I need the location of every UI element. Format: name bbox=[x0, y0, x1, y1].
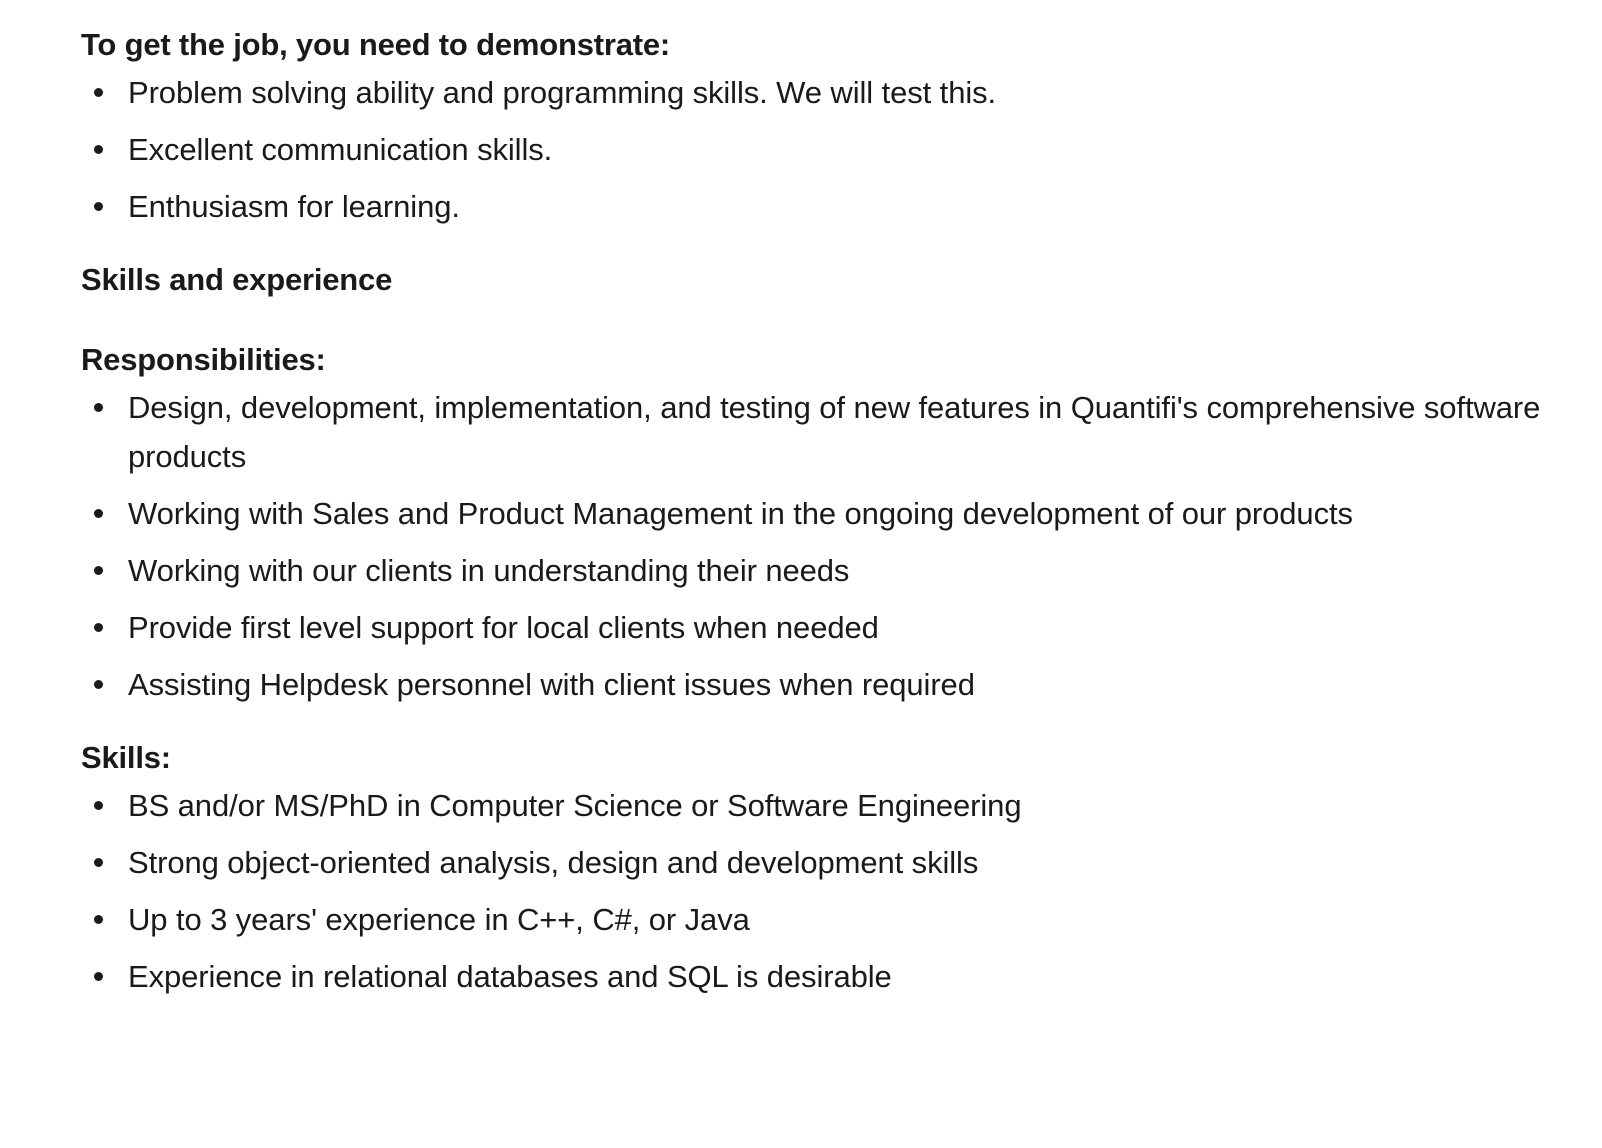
skills-list bbox=[81, 781, 1542, 1001]
list-item: Provide first level support for local clients when needed bbox=[81, 603, 1542, 652]
list-item: Working with Sales and Product Management in the ongoing development of our products bbox=[81, 489, 1542, 538]
list-item: Design, development, implementation, and testing of new features in Quantifi's comprehensive software products bbox=[81, 383, 1542, 481]
list-item: Experience in relational databases and SQL is desirable bbox=[81, 952, 1542, 1001]
list-item: BS and/or MS/PhD in Computer Science or Software Engineering bbox=[81, 781, 1542, 830]
responsibilities-list bbox=[81, 383, 1542, 709]
skills-and-experience-heading: Skills and experience bbox=[81, 262, 393, 297]
list-item: Problem solving ability and programming skills. We will test this. bbox=[81, 68, 1542, 117]
demonstrate-list bbox=[81, 68, 1542, 231]
list-item: Enthusiasm for learning. bbox=[81, 182, 1542, 231]
list-item: Excellent communication skills. bbox=[81, 125, 1542, 174]
skills-heading: Skills: bbox=[81, 740, 171, 775]
responsibilities-heading: Responsibilities: bbox=[81, 342, 326, 377]
list-item: Working with our clients in understanding their needs bbox=[81, 546, 1542, 595]
list-item: Strong object-oriented analysis, design and development skills bbox=[81, 838, 1542, 887]
list-item: Up to 3 years' experience in C++, C#, or Java bbox=[81, 895, 1542, 944]
list-item: Assisting Helpdesk personnel with client issues when required bbox=[81, 660, 1542, 709]
demonstrate-heading: To get the job, you need to demonstrate: bbox=[81, 27, 671, 62]
